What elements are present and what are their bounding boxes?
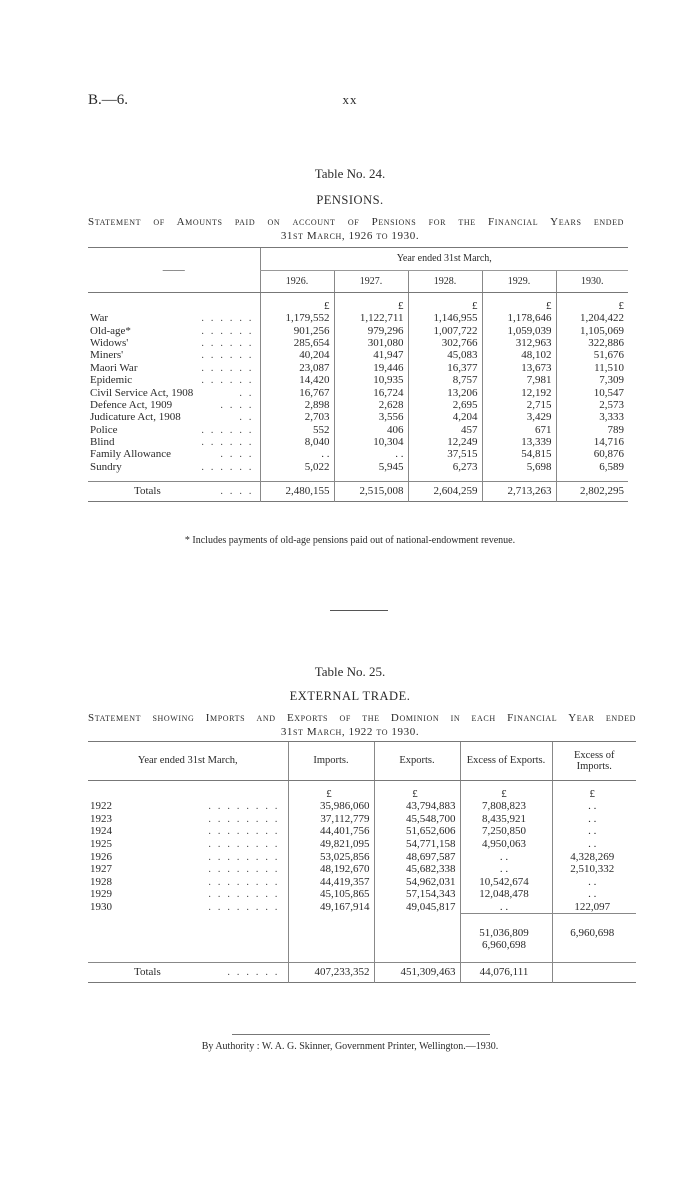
value-cell: 37,112,779 [288, 813, 374, 826]
value-cell: 122,097 [552, 901, 636, 914]
leader-dots: . . . . . . [201, 312, 254, 325]
value-cell: . . [552, 800, 636, 813]
value-cell: 48,697,587 [374, 850, 460, 863]
row-label: Old-age* [90, 324, 131, 337]
spacer-cell [482, 473, 556, 481]
value-cell: 1,178,646 [482, 312, 556, 324]
spacer-cell [552, 952, 636, 962]
value-cell: . . [460, 901, 552, 914]
leader-dots: . . . . . . [201, 324, 254, 337]
row-year: 1924 [90, 825, 112, 838]
less-excess-imports: 6,960,698 [460, 939, 552, 952]
table-row [88, 825, 636, 838]
total-cell: 2,515,008 [334, 481, 408, 501]
value-cell: . . [334, 448, 408, 460]
value-cell: 53,025,856 [288, 850, 374, 863]
value-cell: 45,548,700 [374, 813, 460, 826]
totals-label: Totals [134, 485, 161, 498]
table-row [88, 901, 636, 914]
pensions-year-header: 1928. [408, 270, 482, 292]
value-cell: 45,083 [408, 349, 482, 361]
value-cell: 7,309 [556, 374, 628, 386]
leader-dots: . . . . [220, 448, 254, 461]
row-year-cell [88, 876, 288, 889]
table-row [88, 362, 628, 374]
value-cell: 2,898 [260, 399, 334, 411]
page-number: xx [342, 92, 358, 107]
leader-dots: . . . . . . [201, 349, 254, 362]
spacer-row [88, 952, 636, 962]
value-cell: 11,510 [556, 362, 628, 374]
leader-dots: . . . . . . . . [208, 812, 280, 825]
currency-symbol: £ [288, 780, 374, 800]
leader-dots: . . . . . . . . [208, 901, 280, 914]
currency-symbol: £ [556, 292, 628, 312]
table-row [88, 888, 636, 901]
value-cell: 2,573 [556, 399, 628, 411]
spacer-cell [88, 473, 260, 481]
value-cell: 322,886 [556, 337, 628, 349]
value-cell: 60,876 [556, 448, 628, 460]
value-cell: 49,045,817 [374, 901, 460, 914]
value-cell: 5,022 [260, 461, 334, 473]
leader-dots: . . . . . . . . [208, 863, 280, 876]
value-cell: 2,510,332 [552, 863, 636, 876]
value-cell: 12,048,478 [460, 888, 552, 901]
row-label-cell [88, 374, 260, 386]
table-row [88, 386, 628, 398]
spacer-cell [556, 473, 628, 481]
trade-excess-exports-header: Excess of Exports. [460, 742, 552, 780]
row-label: Maori War [90, 361, 138, 374]
page-reference: B.—6. [88, 92, 129, 108]
value-cell: 10,935 [334, 374, 408, 386]
row-label: Sundry [90, 460, 122, 473]
spacer-cell [460, 952, 552, 962]
value-cell: 54,771,158 [374, 838, 460, 851]
footer-rule [232, 1034, 490, 1035]
currency-row [88, 292, 628, 312]
row-label-cell [88, 436, 260, 448]
value-cell: 14,420 [260, 374, 334, 386]
row-label: Police [90, 423, 118, 436]
row-label-cell [88, 411, 260, 423]
pensions-table [88, 248, 628, 502]
total-cell: 2,713,263 [482, 481, 556, 501]
value-cell: 1,179,552 [260, 312, 334, 324]
totals-row [88, 481, 628, 501]
spacer-cell [288, 952, 374, 962]
table-row [88, 461, 628, 473]
subtotal-excess-imports: 6,960,698 [552, 913, 636, 939]
trade-year-header: Year ended 31st March, [88, 742, 288, 780]
value-cell: 48,192,670 [288, 863, 374, 876]
spacer-cell [408, 473, 482, 481]
spacer-cell [288, 913, 374, 939]
totals-row [88, 962, 636, 982]
value-cell: . . [260, 448, 334, 460]
printer-authority: By Authority : W. A. G. Skinner, Government Printer, Wellington.—1930. [201, 1041, 499, 1052]
value-cell: 6,273 [408, 461, 482, 473]
row-label-cell [88, 312, 260, 324]
section-divider [330, 610, 388, 611]
row-year-cell [88, 825, 288, 838]
value-cell: 6,589 [556, 461, 628, 473]
value-cell: . . [552, 838, 636, 851]
row-label: War [90, 312, 109, 325]
leader-dots: . . . . . . [201, 361, 254, 374]
value-cell: 10,542,674 [460, 876, 552, 889]
totals-label-cell [88, 481, 260, 501]
trade-excess-imports-header: Excess of Imports. [552, 742, 636, 780]
external-trade-table [88, 742, 636, 983]
leader-dots: . . . . . . . . [208, 800, 280, 813]
value-cell: 302,766 [408, 337, 482, 349]
value-cell: 1,204,422 [556, 312, 628, 324]
value-cell: 3,556 [334, 411, 408, 423]
currency-symbol: £ [460, 780, 552, 800]
less-imports-row [88, 939, 636, 952]
currency-symbol: £ [552, 780, 636, 800]
subtotal-row [88, 913, 636, 939]
row-year: 1927 [90, 863, 112, 876]
leader-dots: . . . . . . [201, 436, 254, 449]
leader-dots: . . . . . . [227, 966, 280, 979]
value-cell: 44,419,357 [288, 876, 374, 889]
table-row [88, 813, 636, 826]
row-year: 1922 [90, 800, 112, 813]
value-cell: 16,377 [408, 362, 482, 374]
currency-symbol: £ [408, 292, 482, 312]
pensions-year-header: 1926. [260, 270, 334, 292]
value-cell: 10,304 [334, 436, 408, 448]
leader-dots: . . . . . . [201, 460, 254, 473]
subtotal-excess-exports: 51,036,809 [460, 913, 552, 939]
spacer-cell [334, 473, 408, 481]
row-year-cell [88, 888, 288, 901]
total-cell: 407,233,352 [288, 962, 374, 982]
total-cell: 2,604,259 [408, 481, 482, 501]
row-label-cell [88, 349, 260, 361]
table-row [88, 876, 636, 889]
value-cell: 8,435,921 [460, 813, 552, 826]
spacer-cell [260, 473, 334, 481]
spacer-cell [374, 939, 460, 952]
value-cell: 312,963 [482, 337, 556, 349]
value-cell: 8,040 [260, 436, 334, 448]
value-cell: 16,767 [260, 386, 334, 398]
spacer-cell [288, 939, 374, 952]
row-label: Epidemic [90, 374, 133, 387]
value-cell: 57,154,343 [374, 888, 460, 901]
value-cell: 23,087 [260, 362, 334, 374]
value-cell: 13,673 [482, 362, 556, 374]
value-cell: 40,204 [260, 349, 334, 361]
currency-row [88, 780, 636, 800]
currency-symbol: £ [482, 292, 556, 312]
value-cell: 51,652,606 [374, 825, 460, 838]
value-cell: 13,339 [482, 436, 556, 448]
row-year-cell [88, 800, 288, 813]
pensions-footnote: * Includes payments of old-age pensions paid out of national-endowment revenue. [184, 535, 516, 546]
value-cell: 979,296 [334, 324, 408, 336]
table-row [88, 863, 636, 876]
leader-dots: . . [239, 386, 254, 399]
row-year: 1930 [90, 901, 112, 914]
spacer-cell [88, 939, 288, 952]
spacer-cell [552, 939, 636, 952]
value-cell: 49,167,914 [288, 901, 374, 914]
row-year: 1926 [90, 850, 112, 863]
spacer-cell [374, 913, 460, 939]
row-year-cell [88, 863, 288, 876]
currency-symbol: £ [374, 780, 460, 800]
table-row [88, 850, 636, 863]
pensions-stub-header: —— [88, 248, 260, 292]
table-24-title: Table No. 24. [314, 166, 386, 181]
value-cell: 49,821,095 [288, 838, 374, 851]
total-cell: 2,480,155 [260, 481, 334, 501]
value-cell: . . [552, 813, 636, 826]
value-cell: 48,102 [482, 349, 556, 361]
row-year: 1928 [90, 875, 112, 888]
table-row [88, 349, 628, 361]
value-cell: 7,808,823 [460, 800, 552, 813]
table-row [88, 337, 628, 349]
leader-dots: . . . . . . . . [208, 888, 280, 901]
value-cell: 285,654 [260, 337, 334, 349]
total-cell: 44,076,111 [460, 962, 552, 982]
value-cell: 51,676 [556, 349, 628, 361]
leader-dots: . . . . . . [201, 423, 254, 436]
value-cell: 5,698 [482, 461, 556, 473]
value-cell: . . [552, 876, 636, 889]
table-25-subtitle: EXTERNAL TRADE. [289, 689, 411, 703]
total-cell: 2,802,295 [556, 481, 628, 501]
value-cell: 901,256 [260, 324, 334, 336]
currency-symbol: £ [334, 292, 408, 312]
row-label: Civil Service Act, 1908 [90, 386, 194, 399]
spacer-cell [88, 952, 288, 962]
currency-symbol: £ [260, 292, 334, 312]
value-cell: 54,962,031 [374, 876, 460, 889]
table-25-statement-line1: Statement showing Imports and Exports of the Dominion in each Financial Year ended [88, 712, 636, 724]
leader-dots: . . . . [220, 485, 254, 498]
leader-dots: . . . . . . . . [208, 875, 280, 888]
value-cell: 4,328,269 [552, 850, 636, 863]
table-row [88, 312, 628, 324]
value-cell: 44,401,756 [288, 825, 374, 838]
row-year-cell [88, 838, 288, 851]
value-cell: 13,206 [408, 386, 482, 398]
total-cell: 451,309,463 [374, 962, 460, 982]
row-label: Family Allowance [90, 448, 171, 461]
value-cell: 3,429 [482, 411, 556, 423]
value-cell: 3,333 [556, 411, 628, 423]
value-cell: 12,192 [482, 386, 556, 398]
row-label: Blind [90, 436, 115, 449]
pensions-year-header: 1929. [482, 270, 556, 292]
value-cell: 5,945 [334, 461, 408, 473]
value-cell: 45,682,338 [374, 863, 460, 876]
row-label-cell [88, 324, 260, 336]
value-cell: 12,249 [408, 436, 482, 448]
value-cell: . . [552, 825, 636, 838]
pensions-group-header: Year ended 31st March, [260, 248, 628, 270]
value-cell: 671 [482, 424, 556, 436]
leader-dots: . . . . [220, 398, 254, 411]
value-cell: 45,105,865 [288, 888, 374, 901]
table-row [88, 324, 628, 336]
leader-dots: . . . . . . . . [208, 838, 280, 851]
value-cell: 2,695 [408, 399, 482, 411]
value-cell: 37,515 [408, 448, 482, 460]
value-cell: 2,703 [260, 411, 334, 423]
value-cell: 54,815 [482, 448, 556, 460]
row-label-cell [88, 461, 260, 473]
value-cell: 1,007,722 [408, 324, 482, 336]
row-label-cell [88, 337, 260, 349]
value-cell: 1,059,039 [482, 324, 556, 336]
table-25-title: Table No. 25. [314, 664, 386, 679]
row-year: 1929 [90, 888, 112, 901]
row-year: 1923 [90, 812, 112, 825]
value-cell: 1,146,955 [408, 312, 482, 324]
value-cell: 43,794,883 [374, 800, 460, 813]
trade-exports-header: Exports. [374, 742, 460, 780]
table-24-statement-line2: 31st March, 1926 to 1930. [280, 230, 420, 242]
pensions-year-header: 1927. [334, 270, 408, 292]
table-row [88, 448, 628, 460]
row-label: Miners' [90, 349, 124, 362]
total-cell-empty [552, 962, 636, 982]
row-label: Widows' [90, 336, 129, 349]
spacer-cell [374, 952, 460, 962]
value-cell: 16,724 [334, 386, 408, 398]
totals-label: Totals [134, 966, 161, 979]
value-cell: 2,715 [482, 399, 556, 411]
leader-dots: . . . . . . . . [208, 825, 280, 838]
row-year: 1925 [90, 838, 112, 851]
row-year-cell [88, 813, 288, 826]
value-cell: 14,716 [556, 436, 628, 448]
value-cell: 1,105,069 [556, 324, 628, 336]
value-cell: 8,757 [408, 374, 482, 386]
value-cell: 301,080 [334, 337, 408, 349]
table-row [88, 838, 636, 851]
value-cell: 41,947 [334, 349, 408, 361]
value-cell: 10,547 [556, 386, 628, 398]
value-cell: 552 [260, 424, 334, 436]
row-label-cell [88, 362, 260, 374]
leader-dots: . . . . . . [201, 374, 254, 387]
pensions-year-header: 1930. [556, 270, 628, 292]
row-year-cell [88, 850, 288, 863]
value-cell: 35,986,060 [288, 800, 374, 813]
trade-imports-header: Imports. [288, 742, 374, 780]
value-cell: 789 [556, 424, 628, 436]
totals-label-cell [88, 962, 288, 982]
value-cell: 406 [334, 424, 408, 436]
table-row [88, 374, 628, 386]
leader-dots: . . [239, 411, 254, 424]
value-cell: 19,446 [334, 362, 408, 374]
table-row [88, 411, 628, 423]
row-label-cell [88, 424, 260, 436]
spacer-cell [88, 913, 288, 939]
row-label: Defence Act, 1909 [90, 398, 173, 411]
value-cell: 1,122,711 [334, 312, 408, 324]
table-row [88, 800, 636, 813]
table-row [88, 424, 628, 436]
table-24-subtitle: PENSIONS. [316, 193, 384, 207]
table-24-statement-line1: Statement of Amounts paid on account of Pensions for the Financial Years ended [88, 216, 624, 228]
value-cell: 457 [408, 424, 482, 436]
row-label-cell [88, 448, 260, 460]
leader-dots: . . . . . . [201, 336, 254, 349]
leader-dots: . . . . . . . . [208, 850, 280, 863]
row-label-cell [88, 399, 260, 411]
table-25-statement-line2: 31st March, 1922 to 1930. [280, 726, 420, 738]
table-row [88, 436, 628, 448]
value-cell: 7,250,850 [460, 825, 552, 838]
spacer-row [88, 473, 628, 481]
row-year-cell [88, 901, 288, 914]
value-cell: . . [460, 863, 552, 876]
value-cell: . . [460, 850, 552, 863]
value-cell: . . [552, 888, 636, 901]
value-cell: 4,950,063 [460, 838, 552, 851]
value-cell: 4,204 [408, 411, 482, 423]
table-row [88, 399, 628, 411]
row-label-cell [88, 386, 260, 398]
value-cell: 2,628 [334, 399, 408, 411]
row-label: Judicature Act, 1908 [90, 411, 181, 424]
value-cell: 7,981 [482, 374, 556, 386]
